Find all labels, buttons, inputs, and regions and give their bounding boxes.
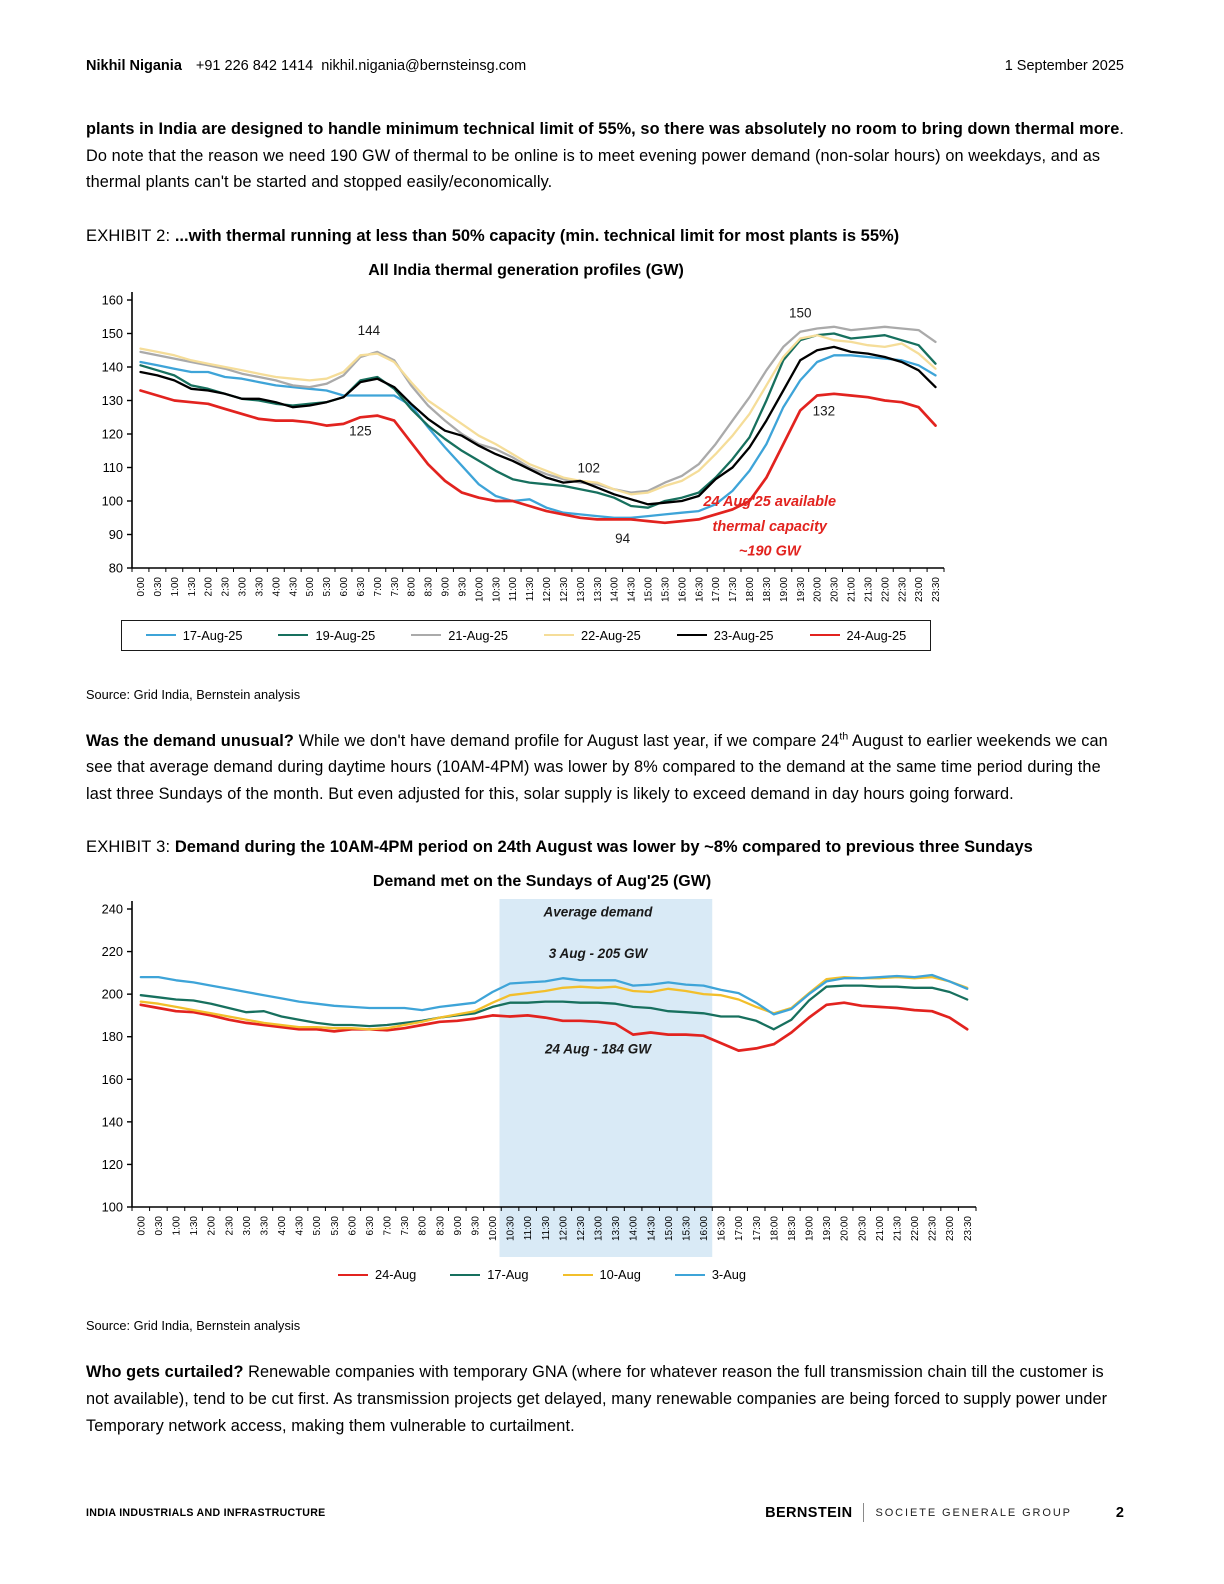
svg-text:22:00: 22:00 bbox=[910, 1216, 922, 1242]
svg-text:17:00: 17:00 bbox=[734, 1216, 746, 1242]
svg-text:1:30: 1:30 bbox=[186, 576, 198, 597]
svg-text:160: 160 bbox=[101, 292, 123, 308]
svg-text:0:00: 0:00 bbox=[136, 1216, 148, 1236]
svg-text:21:30: 21:30 bbox=[863, 576, 875, 602]
svg-text:Average demand: Average demand bbox=[543, 904, 653, 920]
svg-text:19:00: 19:00 bbox=[804, 1216, 816, 1242]
chart1-legend bbox=[121, 620, 932, 651]
svg-text:12:30: 12:30 bbox=[558, 576, 570, 602]
svg-text:2:30: 2:30 bbox=[224, 1216, 236, 1236]
svg-text:120: 120 bbox=[101, 426, 123, 442]
legend-label: 22-Aug-25 bbox=[581, 627, 641, 643]
svg-text:1:30: 1:30 bbox=[189, 1216, 201, 1236]
svg-text:3:00: 3:00 bbox=[241, 1216, 253, 1236]
svg-text:24 Aug'25 available: 24 Aug'25 available bbox=[703, 493, 837, 510]
legend-label: 17-Aug-25 bbox=[182, 627, 243, 643]
svg-text:18:30: 18:30 bbox=[761, 576, 773, 602]
thermal-generation-chart bbox=[86, 284, 966, 618]
legend-line-swatch bbox=[675, 1274, 705, 1276]
legend-label: 21-Aug-25 bbox=[448, 627, 508, 643]
svg-text:21:30: 21:30 bbox=[892, 1216, 904, 1242]
svg-text:4:00: 4:00 bbox=[271, 576, 283, 597]
svg-text:100: 100 bbox=[101, 493, 123, 509]
svg-text:16:00: 16:00 bbox=[677, 576, 689, 602]
legend-label: 24-Aug-25 bbox=[846, 627, 907, 643]
paragraph-body: While we don't have demand profile for August last year, if we compare 24 bbox=[293, 731, 840, 750]
legend-item-3-Aug bbox=[675, 1267, 746, 1282]
svg-text:8:30: 8:30 bbox=[435, 1216, 447, 1236]
svg-text:23:00: 23:00 bbox=[914, 576, 926, 602]
svg-text:10:00: 10:00 bbox=[488, 1216, 500, 1242]
svg-text:16:30: 16:30 bbox=[716, 1216, 728, 1242]
svg-text:20:00: 20:00 bbox=[839, 1216, 851, 1242]
svg-text:9:00: 9:00 bbox=[452, 1216, 464, 1236]
svg-text:12:30: 12:30 bbox=[575, 1216, 587, 1242]
footer-section-title: INDIA INDUSTRIALS AND INFRASTRUCTURE bbox=[86, 1506, 326, 1519]
svg-text:14:00: 14:00 bbox=[609, 576, 621, 602]
legend-line-swatch bbox=[146, 634, 176, 636]
author-name: Nikhil Nigania bbox=[86, 58, 182, 74]
legend-line-swatch bbox=[810, 634, 840, 636]
svg-text:3:00: 3:00 bbox=[237, 576, 249, 597]
legend-line-swatch bbox=[278, 634, 308, 636]
chart1-title: All India thermal generation profiles (GW) bbox=[368, 261, 684, 279]
svg-text:21:00: 21:00 bbox=[846, 576, 858, 602]
svg-text:15:00: 15:00 bbox=[663, 1216, 675, 1242]
svg-text:110: 110 bbox=[102, 459, 123, 475]
svg-text:14:30: 14:30 bbox=[626, 576, 638, 602]
svg-text:13:30: 13:30 bbox=[611, 1216, 623, 1242]
svg-text:0:30: 0:30 bbox=[152, 576, 164, 597]
svg-text:4:30: 4:30 bbox=[294, 1216, 306, 1236]
exhibit2-title: ...with thermal running at less than 50% capacity (min. technical limit for most plants is 55%) bbox=[174, 226, 900, 245]
exhibit3-source: Source: Grid India, Bernstein analysis bbox=[86, 1318, 301, 1334]
svg-text:23:30: 23:30 bbox=[962, 1216, 974, 1242]
svg-text:3:30: 3:30 bbox=[254, 576, 266, 597]
svg-text:7:30: 7:30 bbox=[389, 576, 401, 597]
legend-label: 19-Aug-25 bbox=[315, 627, 376, 643]
page-footer bbox=[86, 1503, 1124, 1522]
paragraph-body: Renewable companies with temporary GNA (where for whatever reason the full transmission chain till the customer is not available), tend to be cut first. As transmission projects get delayed, many renewable companies are being forced to supply power under Temporary network access, making them vulnerable to curtailment. bbox=[86, 1363, 1108, 1435]
legend-item-17-Aug bbox=[450, 1267, 528, 1282]
svg-text:1:00: 1:00 bbox=[171, 1216, 183, 1236]
series-19-Aug-25 bbox=[141, 333, 936, 507]
legend-item-24-Aug bbox=[338, 1267, 416, 1282]
societe-generale-label: SOCIETE GENERALE GROUP bbox=[875, 1506, 1072, 1519]
exhibit3-label: EXHIBIT 3: bbox=[86, 838, 171, 857]
page-header bbox=[86, 58, 1124, 74]
svg-text:144: 144 bbox=[357, 322, 381, 338]
legend-line-swatch bbox=[338, 1274, 368, 1276]
legend-line-swatch bbox=[411, 634, 441, 636]
svg-text:19:00: 19:00 bbox=[778, 576, 790, 602]
svg-text:19:30: 19:30 bbox=[822, 1216, 834, 1242]
svg-text:102: 102 bbox=[577, 460, 601, 476]
page-number: 2 bbox=[1115, 1504, 1124, 1521]
legend-item-21-Aug-25 bbox=[411, 628, 508, 643]
svg-text:3 Aug - 205 GW: 3 Aug - 205 GW bbox=[548, 946, 648, 962]
svg-text:23:30: 23:30 bbox=[931, 576, 943, 602]
exhibit2-chart-block bbox=[86, 262, 1124, 651]
svg-text:~190 GW: ~190 GW bbox=[738, 543, 801, 560]
svg-text:125: 125 bbox=[349, 423, 372, 439]
svg-text:18:30: 18:30 bbox=[786, 1216, 798, 1242]
svg-text:thermal capacity: thermal capacity bbox=[712, 518, 827, 535]
svg-text:3:30: 3:30 bbox=[259, 1216, 271, 1236]
svg-text:6:00: 6:00 bbox=[347, 1216, 359, 1236]
svg-text:9:30: 9:30 bbox=[457, 576, 469, 597]
svg-text:20:30: 20:30 bbox=[857, 1216, 869, 1242]
svg-text:2:00: 2:00 bbox=[206, 1216, 218, 1236]
footer-divider bbox=[863, 1503, 864, 1522]
svg-text:17:30: 17:30 bbox=[751, 1216, 763, 1242]
svg-text:18:00: 18:00 bbox=[769, 1216, 781, 1242]
chart2-title: Demand met on the Sundays of Aug'25 (GW) bbox=[372, 873, 712, 891]
legend-item-10-Aug bbox=[563, 1267, 641, 1282]
svg-text:12:00: 12:00 bbox=[558, 1216, 570, 1242]
svg-text:90: 90 bbox=[108, 526, 123, 542]
svg-text:9:00: 9:00 bbox=[440, 576, 452, 597]
svg-text:14:00: 14:00 bbox=[628, 1216, 640, 1242]
paragraph-body: August to earlier weekends we can see that average demand during daytime hours (10AM-4PM) was lower by 8% compared to the demand at the same time period during the last three Sundays of the month. But even adjusted for this, solar supply is likely to exceed demand in day hours going forward. bbox=[86, 731, 1108, 803]
svg-text:94: 94 bbox=[615, 530, 631, 546]
svg-text:12:00: 12:00 bbox=[542, 576, 554, 602]
author-contact bbox=[86, 58, 526, 74]
svg-text:150: 150 bbox=[101, 325, 123, 341]
exhibit2-label: EXHIBIT 2: bbox=[86, 226, 171, 245]
svg-text:22:30: 22:30 bbox=[897, 576, 909, 602]
svg-text:0:00: 0:00 bbox=[136, 576, 148, 597]
svg-text:150: 150 bbox=[788, 305, 812, 321]
paragraph-bold-lead: plants in India are designed to handle minimum technical limit of 55%, so there was absolutely no room to bring down thermal more bbox=[86, 120, 1120, 138]
svg-text:11:30: 11:30 bbox=[525, 576, 537, 601]
svg-text:130: 130 bbox=[101, 392, 123, 408]
svg-text:4:30: 4:30 bbox=[288, 576, 300, 597]
author-phone: +91 226 842 1414 bbox=[195, 58, 314, 74]
svg-text:2:00: 2:00 bbox=[203, 576, 215, 597]
svg-text:13:30: 13:30 bbox=[592, 576, 604, 602]
svg-text:15:00: 15:00 bbox=[643, 576, 655, 602]
svg-text:7:00: 7:00 bbox=[382, 1216, 394, 1236]
svg-text:7:00: 7:00 bbox=[372, 576, 384, 597]
svg-text:6:30: 6:30 bbox=[355, 576, 367, 597]
svg-text:22:30: 22:30 bbox=[927, 1216, 939, 1242]
svg-text:13:00: 13:00 bbox=[593, 1216, 605, 1242]
svg-text:14:30: 14:30 bbox=[646, 1216, 658, 1242]
svg-text:7:30: 7:30 bbox=[400, 1216, 412, 1236]
legend-line-swatch bbox=[450, 1274, 480, 1276]
legend-item-24-Aug-25 bbox=[810, 628, 907, 643]
svg-text:200: 200 bbox=[101, 987, 123, 1003]
svg-text:16:00: 16:00 bbox=[699, 1216, 711, 1242]
svg-text:23:00: 23:00 bbox=[945, 1216, 957, 1242]
footer-brand-group bbox=[765, 1503, 1124, 1522]
svg-text:17:00: 17:00 bbox=[711, 576, 723, 602]
svg-text:2:30: 2:30 bbox=[220, 576, 232, 597]
paragraph-demand-unusual bbox=[86, 728, 1124, 808]
svg-text:20:00: 20:00 bbox=[812, 576, 824, 602]
svg-text:6:30: 6:30 bbox=[364, 1216, 376, 1236]
paragraph-body: . Do note that the reason we need 190 GW of thermal to be online is to meet evening power demand (non-solar hours) on weekdays, and as thermal plants can't be started and stopped easily/economically. bbox=[86, 120, 1124, 192]
series-23-Aug-25 bbox=[141, 347, 936, 504]
svg-text:11:00: 11:00 bbox=[508, 576, 520, 601]
exhibit3-caption bbox=[86, 838, 1124, 857]
svg-text:19:30: 19:30 bbox=[795, 576, 807, 602]
svg-text:22:00: 22:00 bbox=[880, 576, 892, 602]
svg-text:11:00: 11:00 bbox=[523, 1216, 535, 1241]
svg-text:100: 100 bbox=[101, 1199, 123, 1215]
svg-text:80: 80 bbox=[108, 560, 123, 576]
svg-text:5:30: 5:30 bbox=[322, 576, 334, 597]
svg-text:18:00: 18:00 bbox=[745, 576, 757, 602]
superscript-th: th bbox=[839, 730, 849, 743]
svg-text:180: 180 bbox=[101, 1029, 123, 1045]
paragraph-bold-lead: Who gets curtailed? bbox=[86, 1363, 244, 1382]
legend-line-swatch bbox=[677, 634, 707, 636]
legend-line-swatch bbox=[563, 1274, 593, 1276]
legend-item-19-Aug-25 bbox=[278, 628, 375, 643]
legend-item-22-Aug-25 bbox=[544, 628, 641, 643]
demand-chart bbox=[86, 895, 998, 1261]
svg-text:8:30: 8:30 bbox=[423, 576, 435, 597]
svg-text:10:30: 10:30 bbox=[505, 1216, 517, 1242]
svg-text:15:30: 15:30 bbox=[660, 576, 672, 602]
svg-text:15:30: 15:30 bbox=[681, 1216, 693, 1242]
report-date: 1 September 2025 bbox=[1004, 58, 1124, 74]
svg-text:8:00: 8:00 bbox=[406, 576, 418, 597]
exhibit2-caption bbox=[86, 227, 1124, 246]
svg-text:10:00: 10:00 bbox=[474, 576, 486, 602]
bernstein-logo: BERNSTEIN bbox=[765, 1504, 853, 1521]
exhibit3-chart-block bbox=[86, 873, 1124, 1282]
svg-text:1:00: 1:00 bbox=[169, 576, 181, 597]
author-email: nikhil.nigania@bernsteinsg.com bbox=[321, 58, 527, 74]
exhibit3-title: Demand during the 10AM-4PM period on 24th August was lower by ~8% compared to previous three Sundays bbox=[174, 838, 1033, 857]
svg-text:220: 220 bbox=[101, 944, 123, 960]
svg-text:6:00: 6:00 bbox=[339, 576, 351, 597]
legend-label: 17-Aug bbox=[487, 1267, 529, 1283]
svg-text:21:00: 21:00 bbox=[874, 1216, 886, 1242]
svg-text:24 Aug - 184 GW: 24 Aug - 184 GW bbox=[544, 1042, 651, 1058]
chart2-legend bbox=[86, 1267, 998, 1282]
svg-text:17:30: 17:30 bbox=[728, 576, 740, 602]
svg-text:5:30: 5:30 bbox=[329, 1216, 341, 1236]
svg-text:9:30: 9:30 bbox=[470, 1216, 482, 1236]
paragraph-curtailed bbox=[86, 1359, 1124, 1439]
legend-line-swatch bbox=[544, 634, 574, 636]
svg-text:8:00: 8:00 bbox=[417, 1216, 429, 1236]
svg-text:5:00: 5:00 bbox=[312, 1216, 324, 1236]
exhibit2-source: Source: Grid India, Bernstein analysis bbox=[86, 686, 301, 702]
svg-text:4:00: 4:00 bbox=[277, 1216, 289, 1236]
svg-text:140: 140 bbox=[101, 359, 123, 375]
paragraph-thermal-limit bbox=[86, 116, 1124, 196]
svg-text:16:30: 16:30 bbox=[694, 576, 706, 602]
legend-label: 10-Aug bbox=[599, 1267, 641, 1283]
svg-text:120: 120 bbox=[101, 1157, 123, 1173]
legend-label: 3-Aug bbox=[711, 1267, 746, 1283]
svg-text:140: 140 bbox=[101, 1114, 123, 1130]
legend-label: 23-Aug-25 bbox=[713, 627, 774, 643]
svg-text:160: 160 bbox=[101, 1072, 123, 1088]
svg-text:5:00: 5:00 bbox=[305, 576, 317, 597]
legend-item-17-Aug-25 bbox=[146, 628, 243, 643]
paragraph-bold-lead: Was the demand unusual? bbox=[86, 731, 294, 750]
svg-text:20:30: 20:30 bbox=[829, 576, 841, 602]
svg-text:132: 132 bbox=[812, 403, 836, 419]
svg-text:10:30: 10:30 bbox=[491, 576, 503, 602]
svg-text:13:00: 13:00 bbox=[575, 576, 587, 602]
legend-item-23-Aug-25 bbox=[677, 628, 774, 643]
svg-text:11:30: 11:30 bbox=[540, 1216, 552, 1241]
svg-text:0:30: 0:30 bbox=[153, 1216, 165, 1236]
legend-label: 24-Aug bbox=[375, 1267, 417, 1283]
svg-text:240: 240 bbox=[101, 901, 123, 917]
